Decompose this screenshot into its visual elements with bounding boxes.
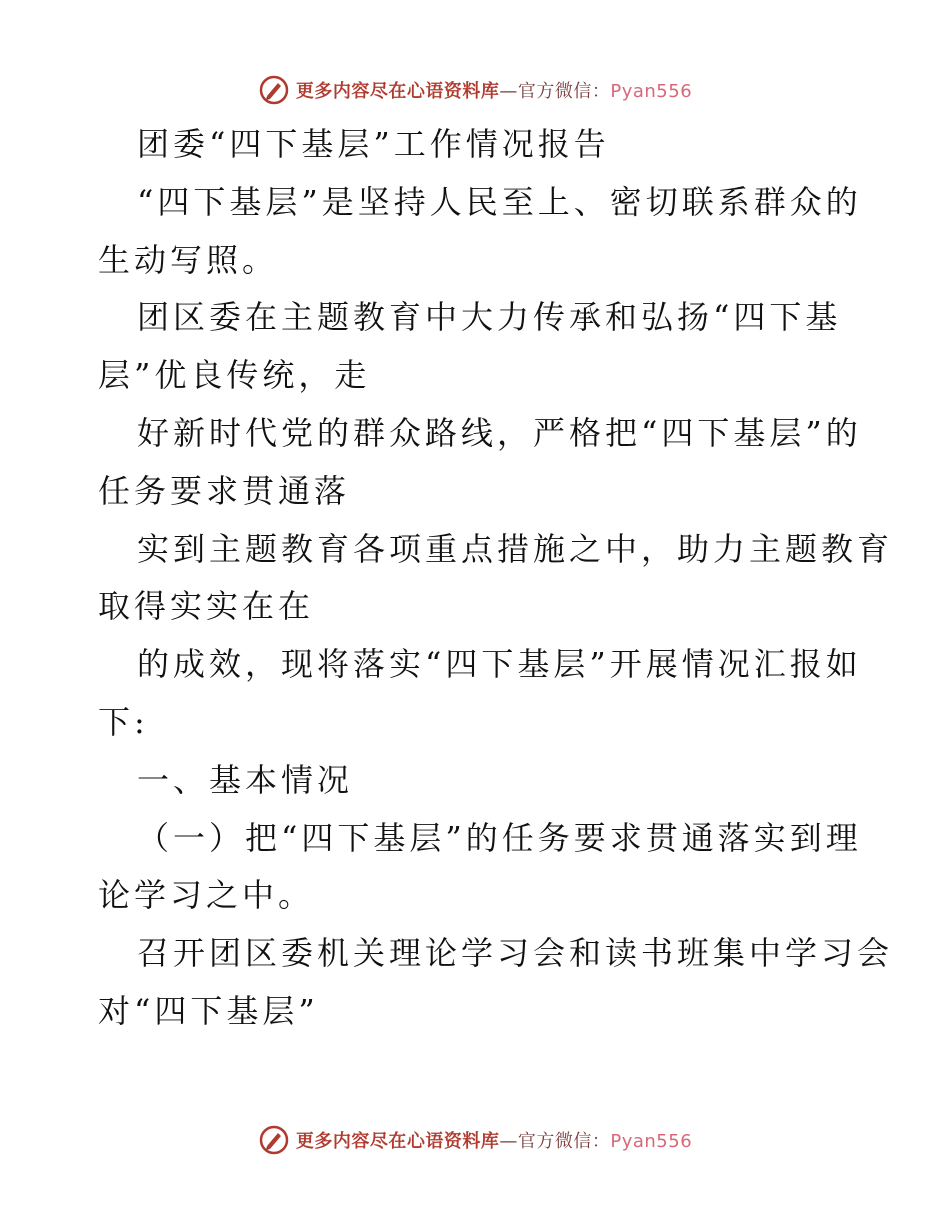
subsection-heading: （一）把“四下基层”的任务要求贯通落实到理 xyxy=(137,818,862,857)
doc-line: 生动写照。 xyxy=(98,240,279,279)
doc-line: 论学习之中。 xyxy=(98,876,315,915)
banner-sub-text: 官方微信： xyxy=(517,81,611,102)
document-body xyxy=(98,116,894,1041)
banner-main-text: 更多内容尽在心语资料库 xyxy=(295,81,500,102)
doc-line: 的成效，现将落实“四下基层”开展情况汇报如 xyxy=(137,645,862,684)
banner-wechat-id: Pyan556 xyxy=(610,81,693,102)
section-heading: 一、基本情况 xyxy=(137,760,354,799)
doc-line: 层”优良传统，走 xyxy=(98,356,371,395)
banner-wechat-id: Pyan556 xyxy=(610,1131,693,1152)
footer-banner-text xyxy=(296,1127,692,1153)
doc-line: 对“四下基层” xyxy=(98,991,319,1030)
banner-dash: — xyxy=(499,81,518,102)
doc-line: 实到主题教育各项重点措施之中，助力主题教育 xyxy=(137,529,894,568)
doc-line: 好新时代党的群众路线，严格把“四下基层”的 xyxy=(137,413,862,452)
footer-banner xyxy=(0,1120,950,1160)
doc-line: 取得实实在在 xyxy=(98,587,315,626)
logo-icon xyxy=(258,1124,290,1156)
banner-sub-text: 官方微信： xyxy=(517,1131,611,1152)
banner-main-text: 更多内容尽在心语资料库 xyxy=(295,1131,500,1152)
doc-line: 任务要求贯通落 xyxy=(98,471,351,510)
doc-title: 团委“四下基层”工作情况报告 xyxy=(137,125,610,163)
doc-line: “四下基层”是坚持人民至上、密切联系群众的 xyxy=(137,182,862,221)
logo-icon xyxy=(258,74,290,106)
doc-line: 团区委在主题教育中大力传承和弘扬“四下基 xyxy=(137,298,842,337)
banner-dash: — xyxy=(499,1131,518,1152)
doc-line: 召开团区委机关理论学习会和读书班集中学习会 xyxy=(137,934,894,973)
doc-line: 下: xyxy=(98,702,149,741)
header-banner-text xyxy=(296,77,692,103)
header-banner xyxy=(0,70,950,110)
